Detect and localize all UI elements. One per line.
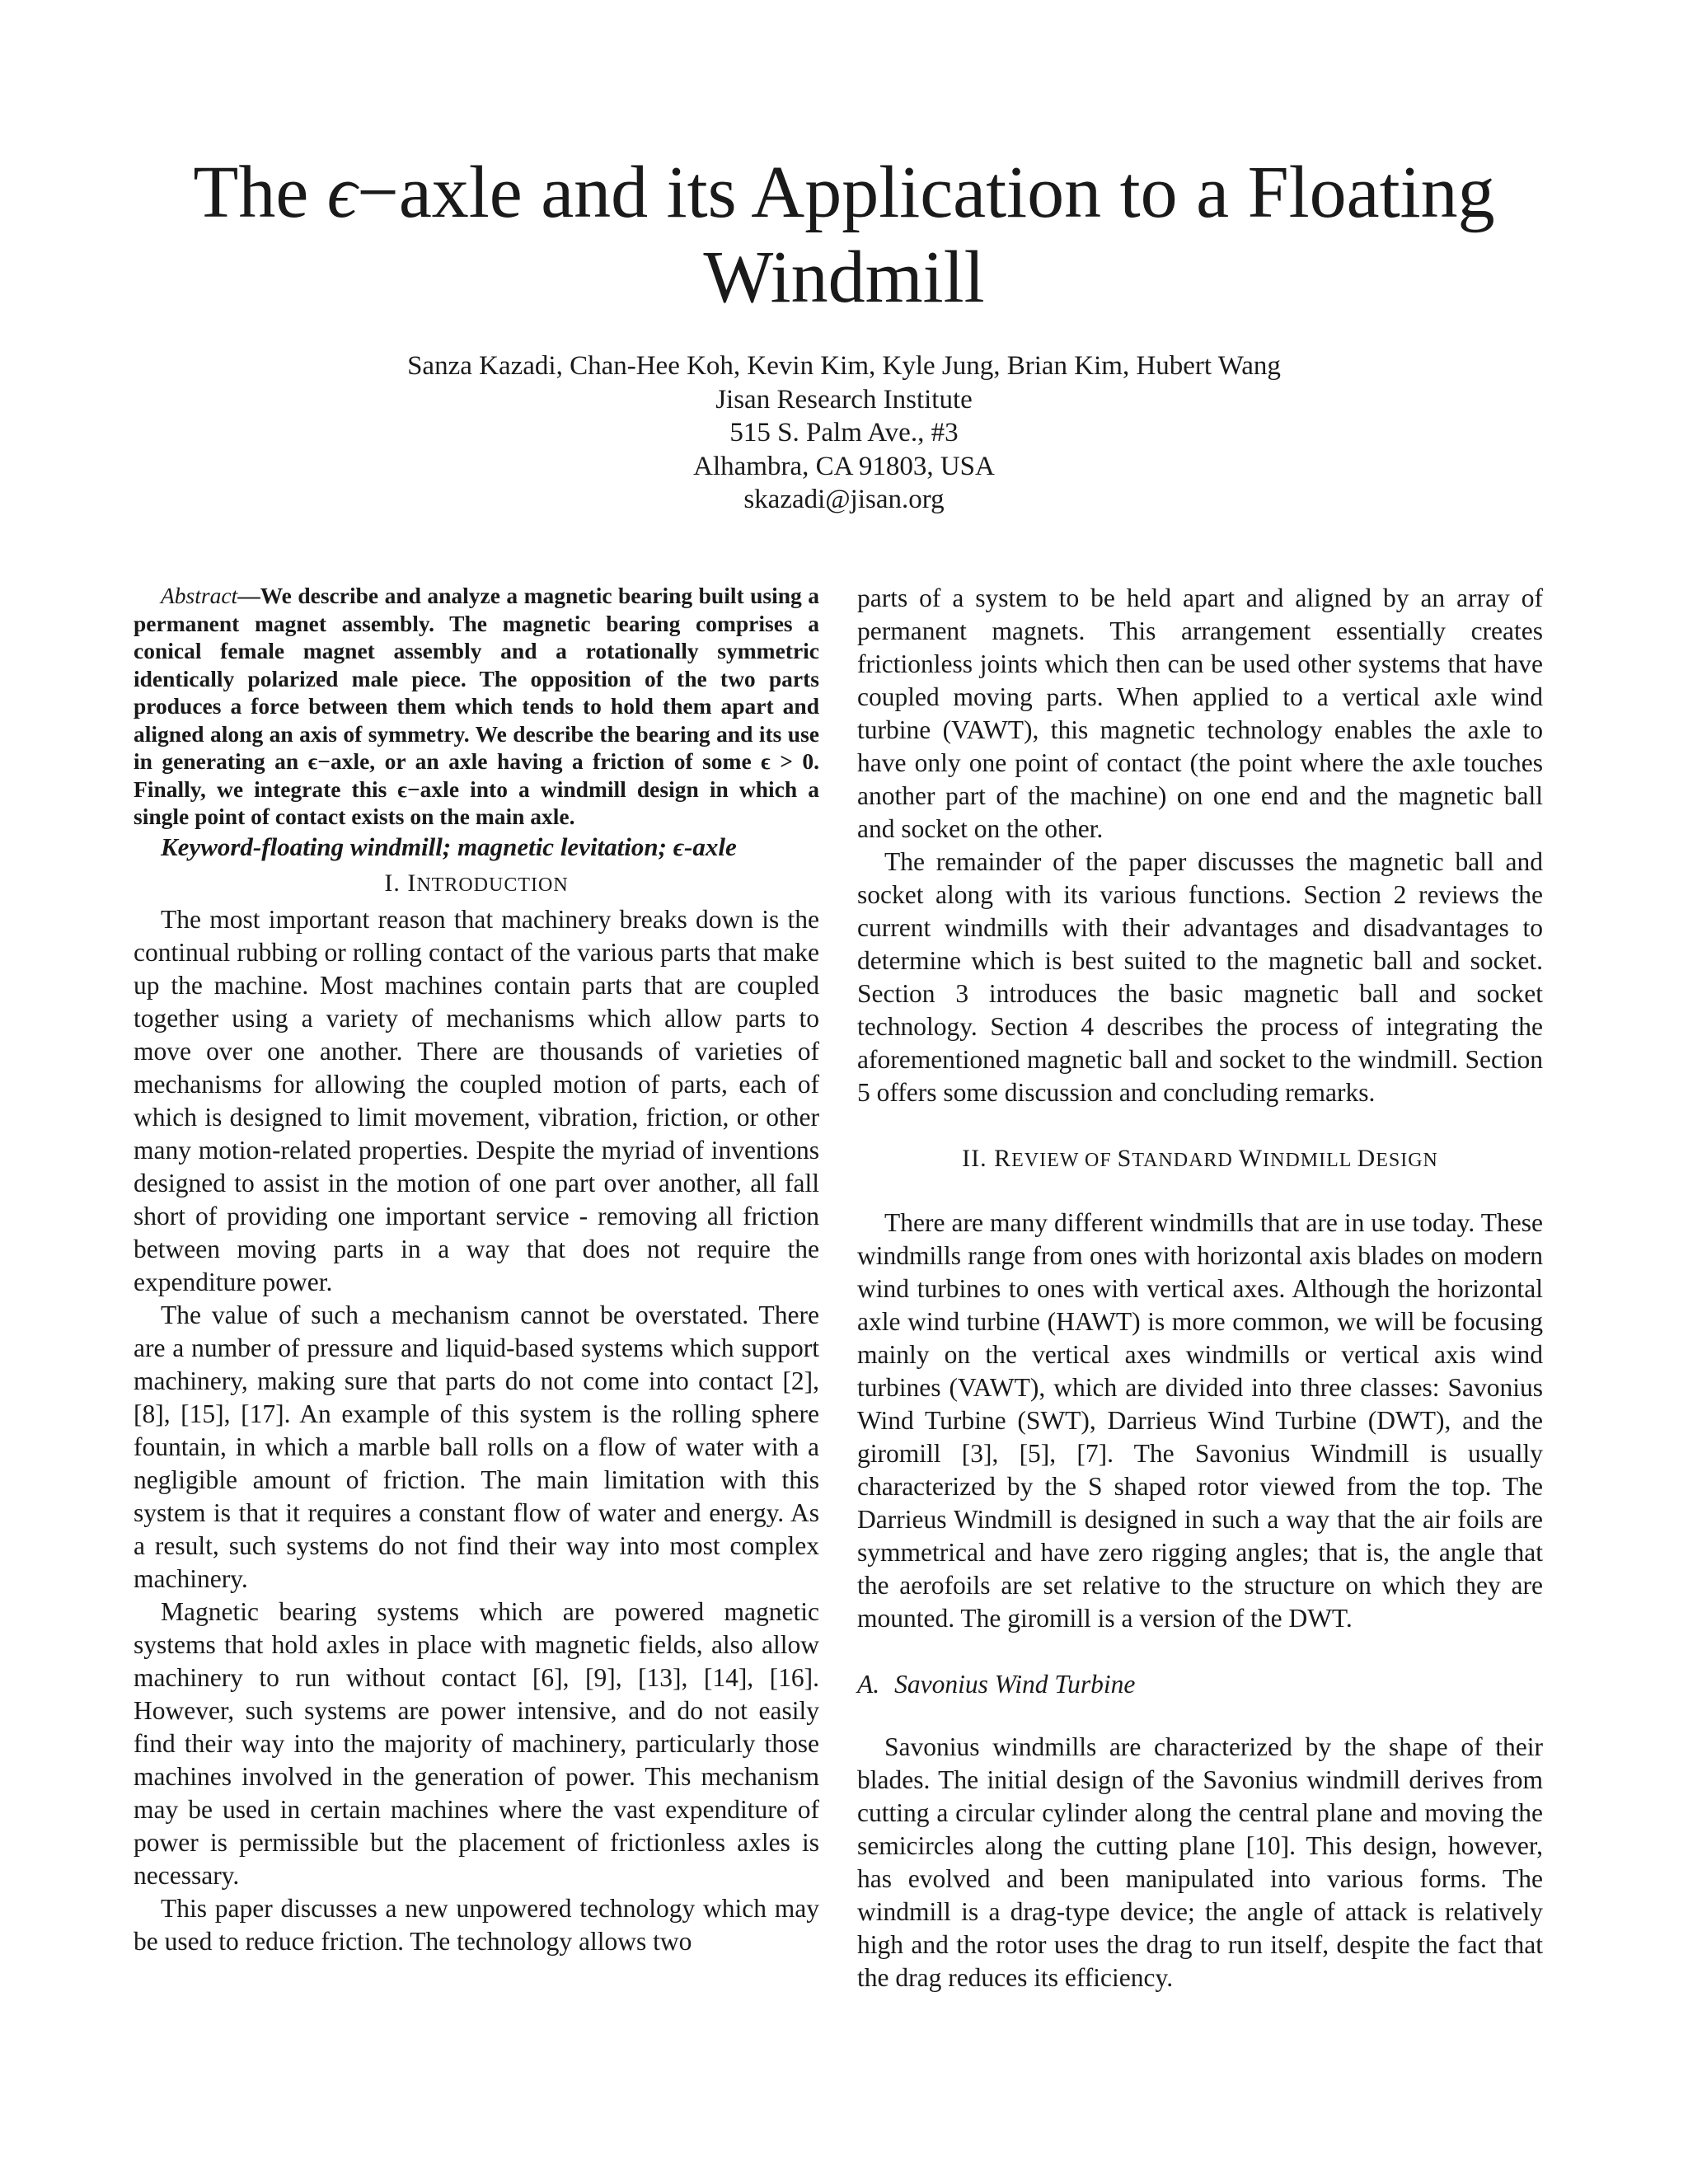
- right-column: [857, 582, 1543, 1994]
- subsection-heading-savonius: [857, 1668, 1543, 1701]
- section-title-part: ESIGN: [1376, 1150, 1438, 1171]
- section-title-part: D: [1357, 1145, 1376, 1172]
- intro-paragraph-5: The remainder of the paper discusses the magnetic ball and socket along with its various functions. Section 2 reviews the current windmills with their advantages and disadvantages to determine which is best suited to the magnetic ball and socket. Section 3 introduces the basic magnetic ball and socket technology. Section 4 describes the process of integrating the aforementioned magnetic ball and socket to the windmill. Section 5 offers some discussion and concluding remarks.: [857, 847, 1543, 1107]
- section-heading-review: [857, 1144, 1543, 1175]
- title-epsilon: ϵ: [326, 152, 358, 233]
- review-paragraph-1: There are many different windmills that are in use today. These windmills range from ones with horizontal axis blades on modern wind turbines to ones with vertical axes. Although the horizontal axle wind turbine (HAWT) is more common, we will be focusing mainly on the vertical axes windmills or vertical axis wind turbines (VAWT), which are divided into three classes: Savonius Wind Turbine (SWT), Darrieus Wind Turbine (DWT), and the giromill [3], [5], [7]. The Savonius Windmill is usually characterized by the S shaped rotor viewed from the top. The Darrieus Windmill is designed in such a way that the air foils are symmetrical and have zero rigging angles; that is, the angle that the aerofoils are set relative to the structure on which they are mounted. The giromill is a version of the DWT.: [857, 1208, 1543, 1633]
- abstract-label: Abstract: [161, 583, 238, 608]
- keywords: Keyword-floating windmill; magnetic levitation; ϵ-axle: [161, 832, 737, 861]
- intro-paragraph-4: This paper discusses a new unpowered technology which may be used to reduce friction. The technology allows two: [134, 1893, 819, 1956]
- address-line-1: 515 S. Palm Ave., #3: [729, 418, 959, 448]
- section-title-part: INDMILL: [1263, 1150, 1357, 1171]
- intro-paragraph-2: The value of such a mechanism cannot be overstated. There are a number of pressure and liquid-based systems which support machinery, making sure that parts do not come into contact [2], [8], [15], [17]. An example of this system is the rolling sphere fountain, in which a marble ball rolls on a flow of water with a negligible amount of friction. The main limitation with this system is that it requires a constant flow of water and energy. As a result, such systems do not find their way into most complex machinery.: [134, 1300, 819, 1593]
- subsection-number: A.: [857, 1670, 880, 1699]
- intro-paragraph-1: The most important reason that machinery breaks down is the continual rubbing or rolling contact of the various parts that make up the machine. Most machines contain parts that are coupled together using a variety of mechanisms which allow parts to move over one another. There are thousands of varieties of mechanisms for allowing the coupled motion of parts, each of which is designed to limit movement, vibration, friction, or other many motion-related properties. Despite the myriad of inventions designed to assist in the motion of one part over another, all fall short of providing one important service - removing all friction between moving parts in a way that does not require the expenditure power.: [134, 904, 819, 1296]
- author-block: [247, 349, 1441, 517]
- section-numeral: I. I: [384, 869, 417, 897]
- paper-title: [165, 150, 1523, 320]
- section-title-part: S: [1117, 1145, 1132, 1172]
- author-list: Sanza Kazadi, Chan-Hee Koh, Kevin Kim, Kyle Jung, Brian Kim, Hubert Wang: [407, 351, 1281, 381]
- author-email: skazadi@jisan.org: [743, 485, 945, 514]
- subsection-title: Savonius Wind Turbine: [894, 1670, 1136, 1699]
- section-title-part: W: [1238, 1145, 1264, 1172]
- affiliation: Jisan Research Institute: [715, 384, 973, 415]
- section-title-smallcaps: NTRODUCTION: [416, 874, 569, 896]
- intro-paragraph-4-continued: parts of a system to be held apart and aligned by an array of permanent magnets. This arrangement essentially creates frictionless joints which then can be used other systems that have coupled moving parts. When applied to a vertical axle wind turbine (VAWT), this magnetic technology enables the axle to have only one point of contact (the point where the axle touches another part of the machine) on one end and the magnetic ball and socket on the other.: [857, 583, 1543, 843]
- abstract: [134, 582, 819, 831]
- section-numeral: II. R: [962, 1145, 1012, 1172]
- left-column: [134, 582, 819, 1958]
- abstract-text: —We describe and analyze a magnetic bearing built using a permanent magnet assembly. The magnetic bearing comprises a conical female magnet assembly and a rotationally symmetric identically polarized male piece. The opposition of the two parts produces a force between them which tends to hold them apart and aligned along an axis of symmetry. We describe the bearing and its use in generating an ϵ−axle, or an axle having a friction of some ϵ > 0. Finally, we integrate this ϵ−axle into a windmill design in which a single point of contact exists on the main axle.: [134, 583, 819, 829]
- title-part-1: The: [193, 152, 327, 233]
- section-title-part: TANDARD: [1132, 1150, 1239, 1171]
- address-line-2: Alhambra, CA 91803, USA: [693, 451, 995, 481]
- section-title-part: EVIEW OF: [1011, 1150, 1118, 1171]
- intro-paragraph-3: Magnetic bearing systems which are powered magnetic systems that hold axles in place with magnetic fields, also allow machinery to run without contact [6], [9], [13], [14], [16]. However, such systems are power intensive, and do not easily find their way into the majority of machinery, particularly those machines involved in the generation of power. This mechanism may be used in certain machines where the vast expenditure of power is permissible but the placement of frictionless axles is necessary.: [134, 1596, 819, 1890]
- section-heading-introduction: [134, 869, 819, 900]
- review-paragraph-2: Savonius windmills are characterized by the shape of their blades. The initial design of the Savonius windmill derives from cutting a circular cylinder along the central plane and moving the semicircles along the cutting plane [10]. This design, however, has evolved and been manipulated into various forms. The windmill is a drag-type device; the angle of attack is relatively high and the rotor uses the drag to run itself, despite the fact that the drag reduces its efficiency.: [857, 1732, 1543, 1992]
- title-part-2: −axle and its Application to a Floating Windmill: [357, 152, 1495, 318]
